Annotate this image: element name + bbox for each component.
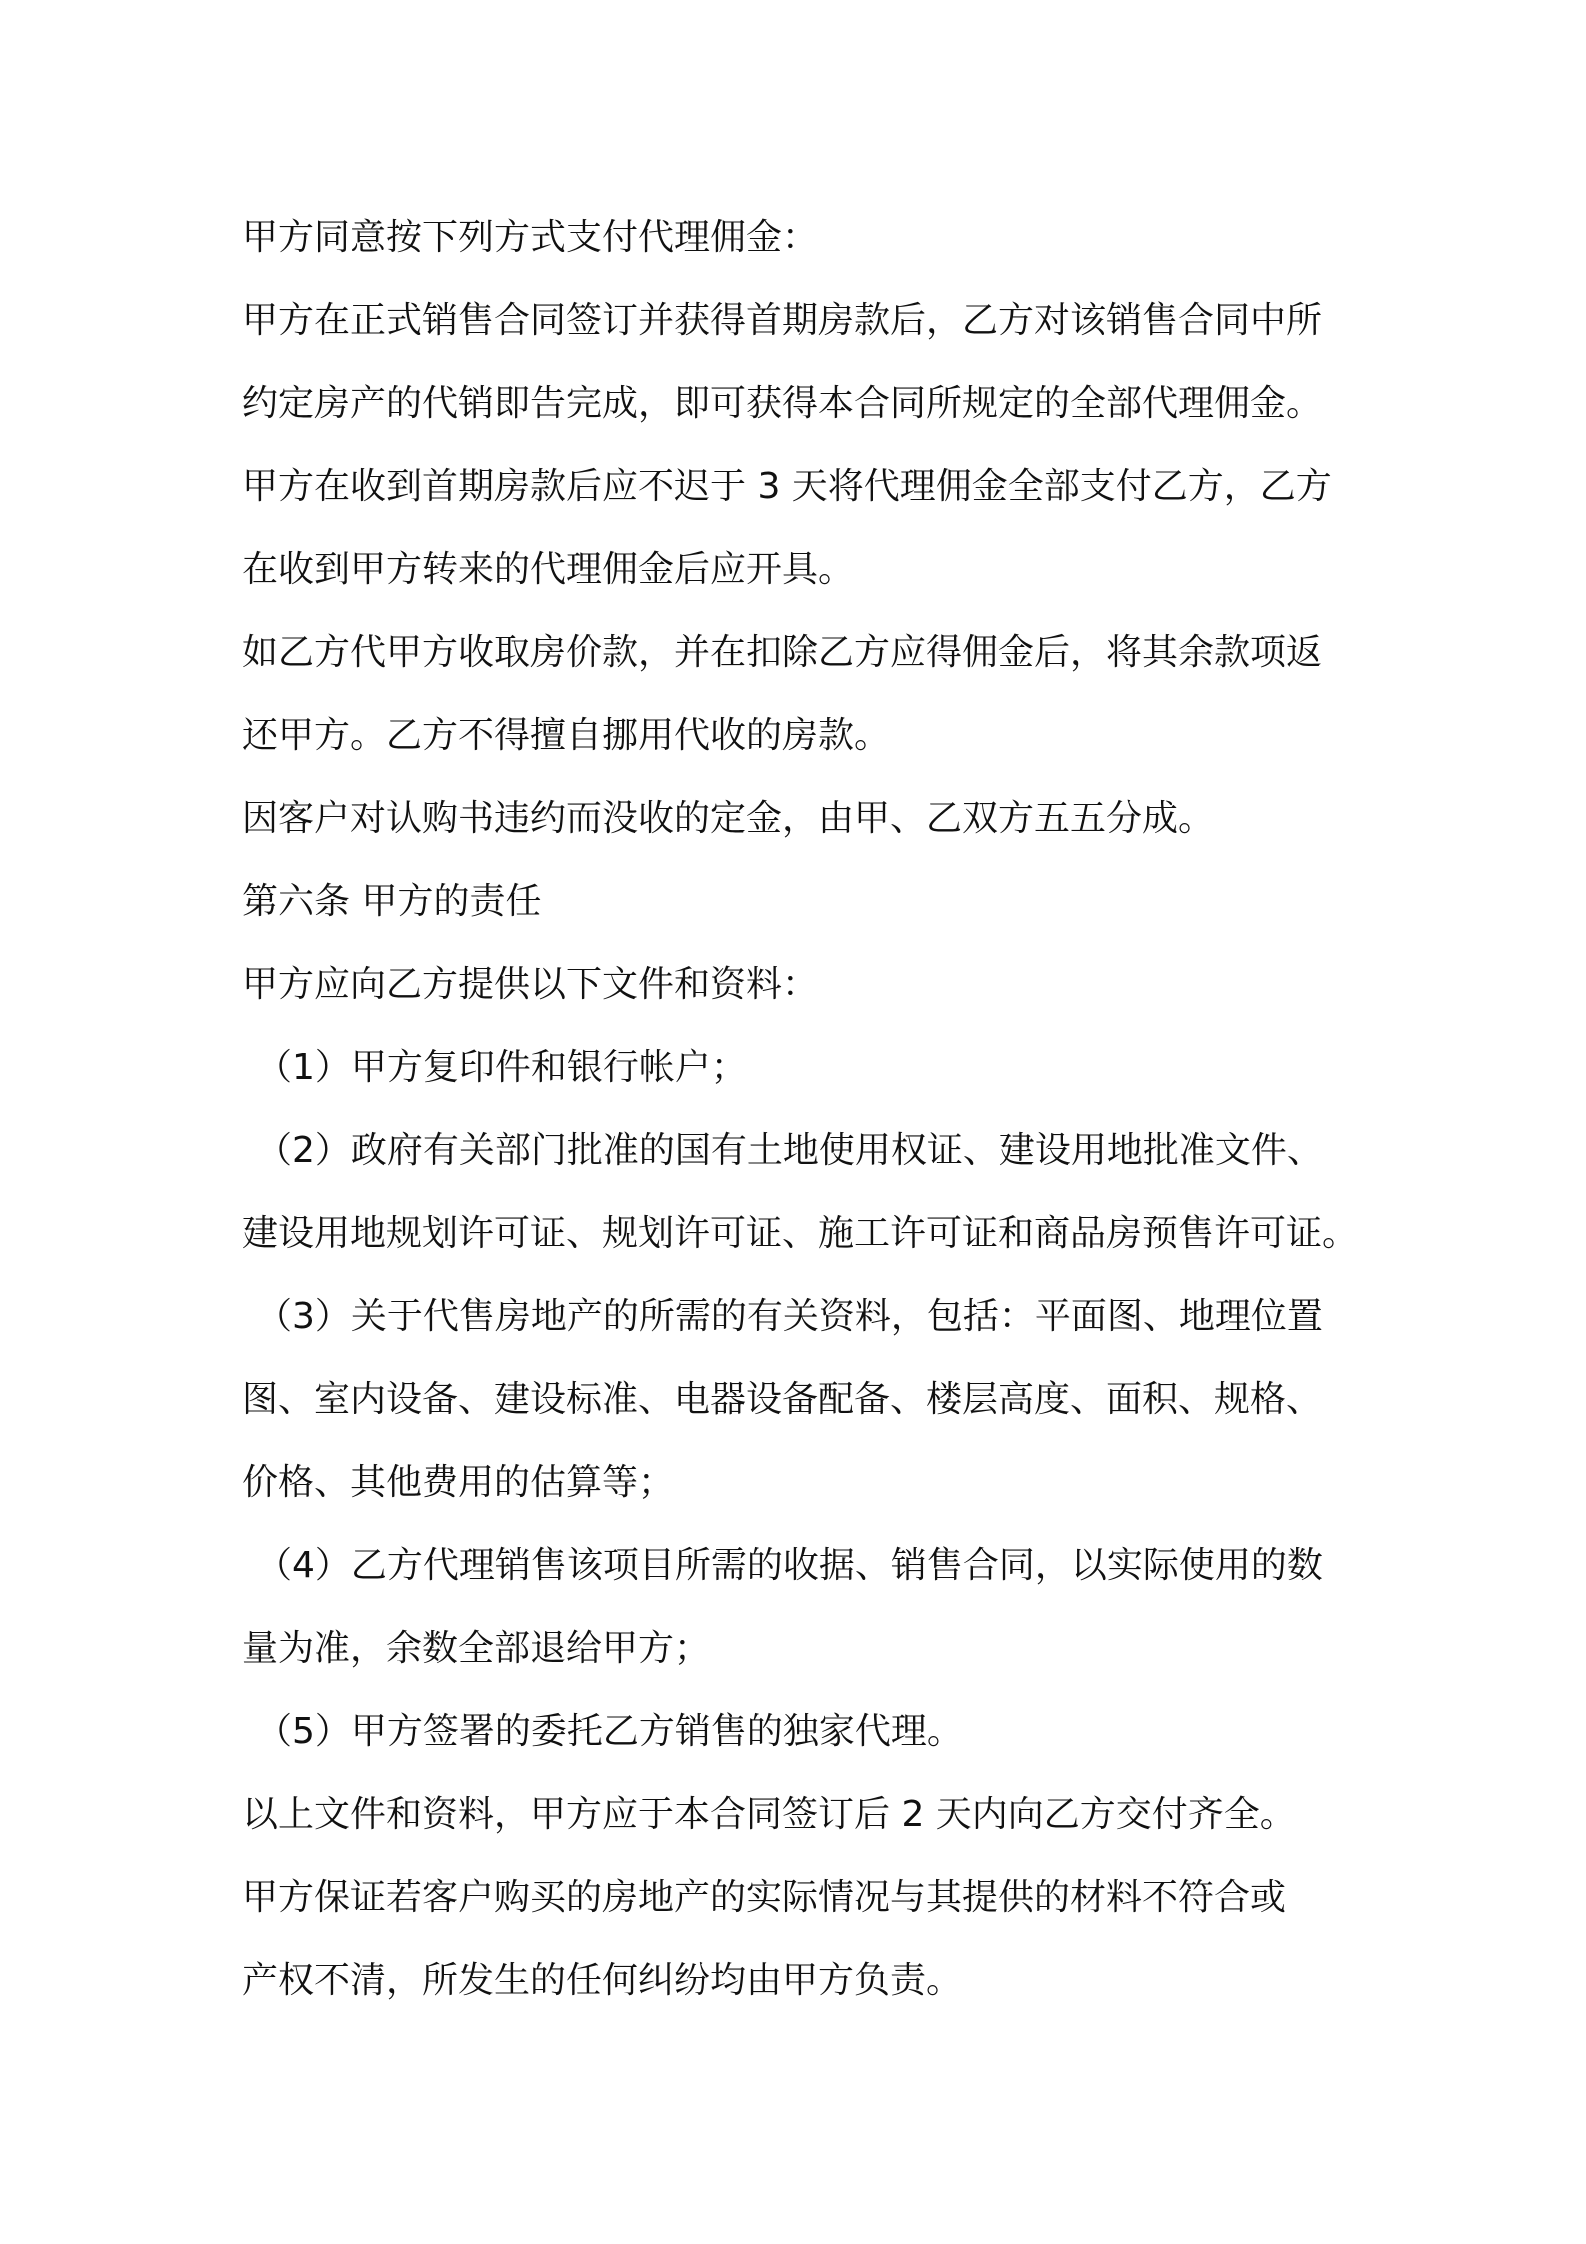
list-item: （5）甲方签署的委托乙方销售的独家代理。 <box>256 1711 963 1752</box>
paragraph-line: 产权不清，所发生的任何纠纷均由甲方负责。 <box>242 1960 963 2001</box>
list-item-continuation: 图、室内设备、建设标准、电器设备配备、楼层高度、面积、规格、 <box>242 1379 1323 1420</box>
list-item: （4）乙方代理销售该项目所需的收据、销售合同，以实际使用的数 <box>256 1545 1323 1586</box>
paragraph-line: 甲方在收到首期房款后应不迟于 3 天将代理佣金全部支付乙方，乙方 <box>242 466 1332 507</box>
paragraph-line: 约定房产的代销即告完成，即可获得本合同所规定的全部代理佣金。 <box>242 383 1323 424</box>
section-heading: 第六条 甲方的责任 <box>242 881 542 922</box>
paragraph-line: 如乙方代甲方收取房价款，并在扣除乙方应得佣金后，将其余款项返 <box>242 632 1323 673</box>
list-item: （2）政府有关部门批准的国有土地使用权证、建设用地批准文件、 <box>256 1130 1323 1171</box>
paragraph-line: 还甲方。乙方不得擅自挪用代收的房款。 <box>242 715 891 756</box>
list-item-continuation: 建设用地规划许可证、规划许可证、施工许可证和商品房预售许可证。 <box>242 1213 1359 1254</box>
list-item-continuation: 量为准，余数全部退给甲方； <box>242 1628 711 1669</box>
paragraph-line: 因客户对认购书违约而没收的定金，由甲、乙双方五五分成。 <box>242 798 1215 839</box>
paragraph-line: 甲方保证若客户购买的房地产的实际情况与其提供的材料不符合或 <box>242 1877 1287 1918</box>
paragraph-line: 甲方在正式销售合同签订并获得首期房款后，乙方对该销售合同中所 <box>242 300 1323 341</box>
paragraph-line: 甲方同意按下列方式支付代理佣金： <box>242 217 819 258</box>
paragraph-line: 以上文件和资料，甲方应于本合同签订后 2 天内向乙方交付齐全。 <box>242 1794 1296 1835</box>
paragraph-line: 在收到甲方转来的代理佣金后应开具。 <box>242 549 855 590</box>
list-item-continuation: 价格、其他费用的估算等； <box>242 1462 675 1503</box>
document-body <box>242 196 1362 2022</box>
list-item: （1）甲方复印件和银行帐户； <box>256 1047 747 1088</box>
list-item: （3）关于代售房地产的所需的有关资料，包括：平面图、地理位置 <box>256 1296 1323 1337</box>
paragraph-line: 甲方应向乙方提供以下文件和资料： <box>242 964 819 1005</box>
